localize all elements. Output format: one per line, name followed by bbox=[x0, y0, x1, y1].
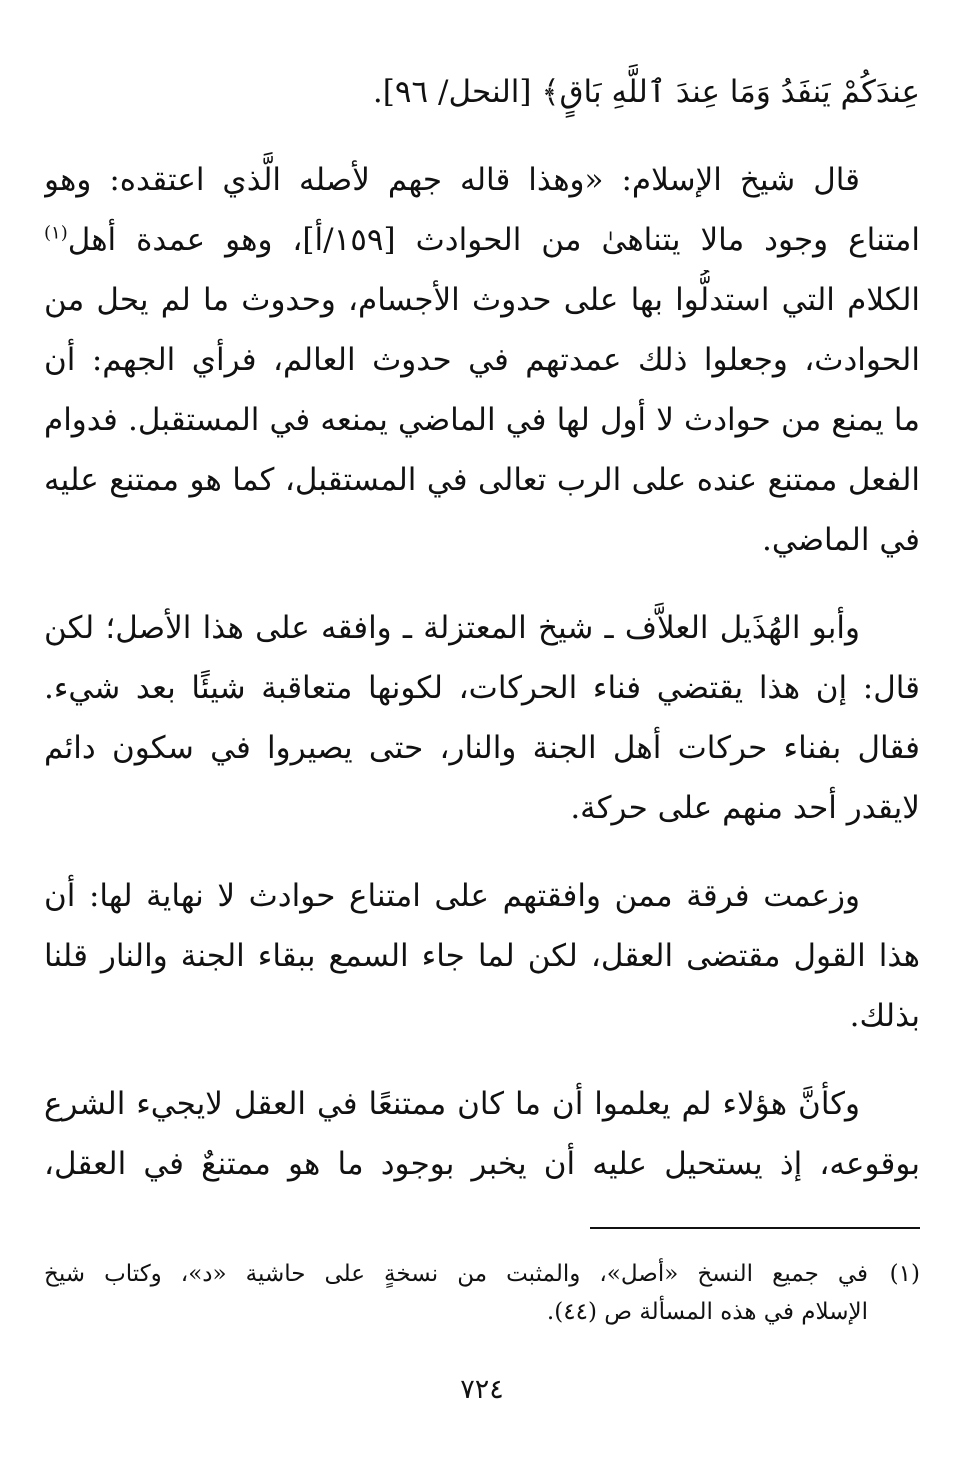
text-line-with-footnote bbox=[44, 210, 920, 270]
quran-verse-line bbox=[44, 62, 920, 122]
footnote-number: (١) bbox=[889, 1261, 920, 1287]
text-line: الحوادث، وجعلوا ذلك عمدتهم في حدوث العالم، فرأي الجهم: أن bbox=[44, 342, 920, 378]
text-line: ما يمنع من حوادث لا أول لها في الماضي يمنعه في المستقبل. فدوام bbox=[44, 402, 920, 438]
text-line: فقال بفناء حركات أهل الجنة والنار، حتى يصيروا في سكون دائم bbox=[44, 730, 920, 766]
paragraph-2 bbox=[44, 598, 920, 838]
verse-reference: [النحل/ ٩٦]. bbox=[372, 74, 532, 110]
text-line: هذا القول مقتضى العقل، لكن لما جاء السمع ببقاء الجنة والنار قلنا bbox=[44, 938, 920, 974]
quran-verse-text: عِندَكُمْ يَنفَدُ وَمَا عِندَ ٱللَّهِ بَاقٍ﴾ bbox=[541, 74, 920, 110]
footnote-line: الإسلام في هذه المسألة ص (٤٤). bbox=[546, 1299, 868, 1325]
paragraph-4 bbox=[44, 1074, 920, 1194]
text-line: وأبو الهُذَيل العلاَّف ـ شيخ المعتزلة ـ وافقه على هذا الأصل؛ لكن bbox=[44, 610, 860, 646]
text-line: وكأنَّ هؤلاء لم يعلموا أن ما كان ممتنعًا في العقل لايجيء الشرع bbox=[44, 1086, 860, 1122]
text-line: قال: إن هذا يقتضي فناء الحركات، لكونها متعاقبة شيئًا بعد شيء. bbox=[44, 670, 920, 706]
text-line: بوقوعه، إذ يستحيل عليه أن يخبر بوجود ما هو ممتنعٌ في العقل، bbox=[44, 1146, 920, 1182]
paragraph-1 bbox=[44, 150, 920, 570]
paragraph-3 bbox=[44, 866, 920, 1046]
footnote-1 bbox=[44, 1255, 920, 1331]
text-line: الفعل ممتنع عنده على الرب تعالى في المستقبل، كما هو ممتنع عليه bbox=[44, 462, 920, 498]
footnote-marker[interactable]: (١) bbox=[44, 222, 68, 244]
text-line: قال شيخ الإسلام: «وهذا قاله جهم لأصله الَّذي اعتقده: وهو bbox=[44, 162, 860, 198]
page-number: ٧٢٤ bbox=[460, 1374, 504, 1405]
footnote-line: في جميع النسخ «أصل»، والمثبت من نسخةٍ على حاشية «د»، وكتاب شيخ bbox=[44, 1261, 868, 1287]
text-line: لايقدر أحد منهم على حركة. bbox=[570, 790, 920, 826]
text-line: بذلك. bbox=[849, 998, 920, 1034]
footnotes-section bbox=[44, 1255, 920, 1331]
text-line: وزعمت فرقة ممن وافقتهم على امتناع حوادث لا نهاية لها: أن bbox=[44, 878, 860, 914]
footnote-divider bbox=[590, 1227, 920, 1229]
footnote-body bbox=[44, 1255, 868, 1331]
text-line: في الماضي. bbox=[762, 522, 920, 558]
text-line-content: امتناع وجود مالا يتناهىٰ من الحوادث [١٥٩/أ]، وهو عمدة أهل bbox=[67, 222, 920, 258]
page-body bbox=[44, 62, 920, 1194]
text-line: الكلام التي استدلُّوا بها على حدوث الأجسام، وحدوث ما لم يحل من bbox=[44, 282, 920, 318]
